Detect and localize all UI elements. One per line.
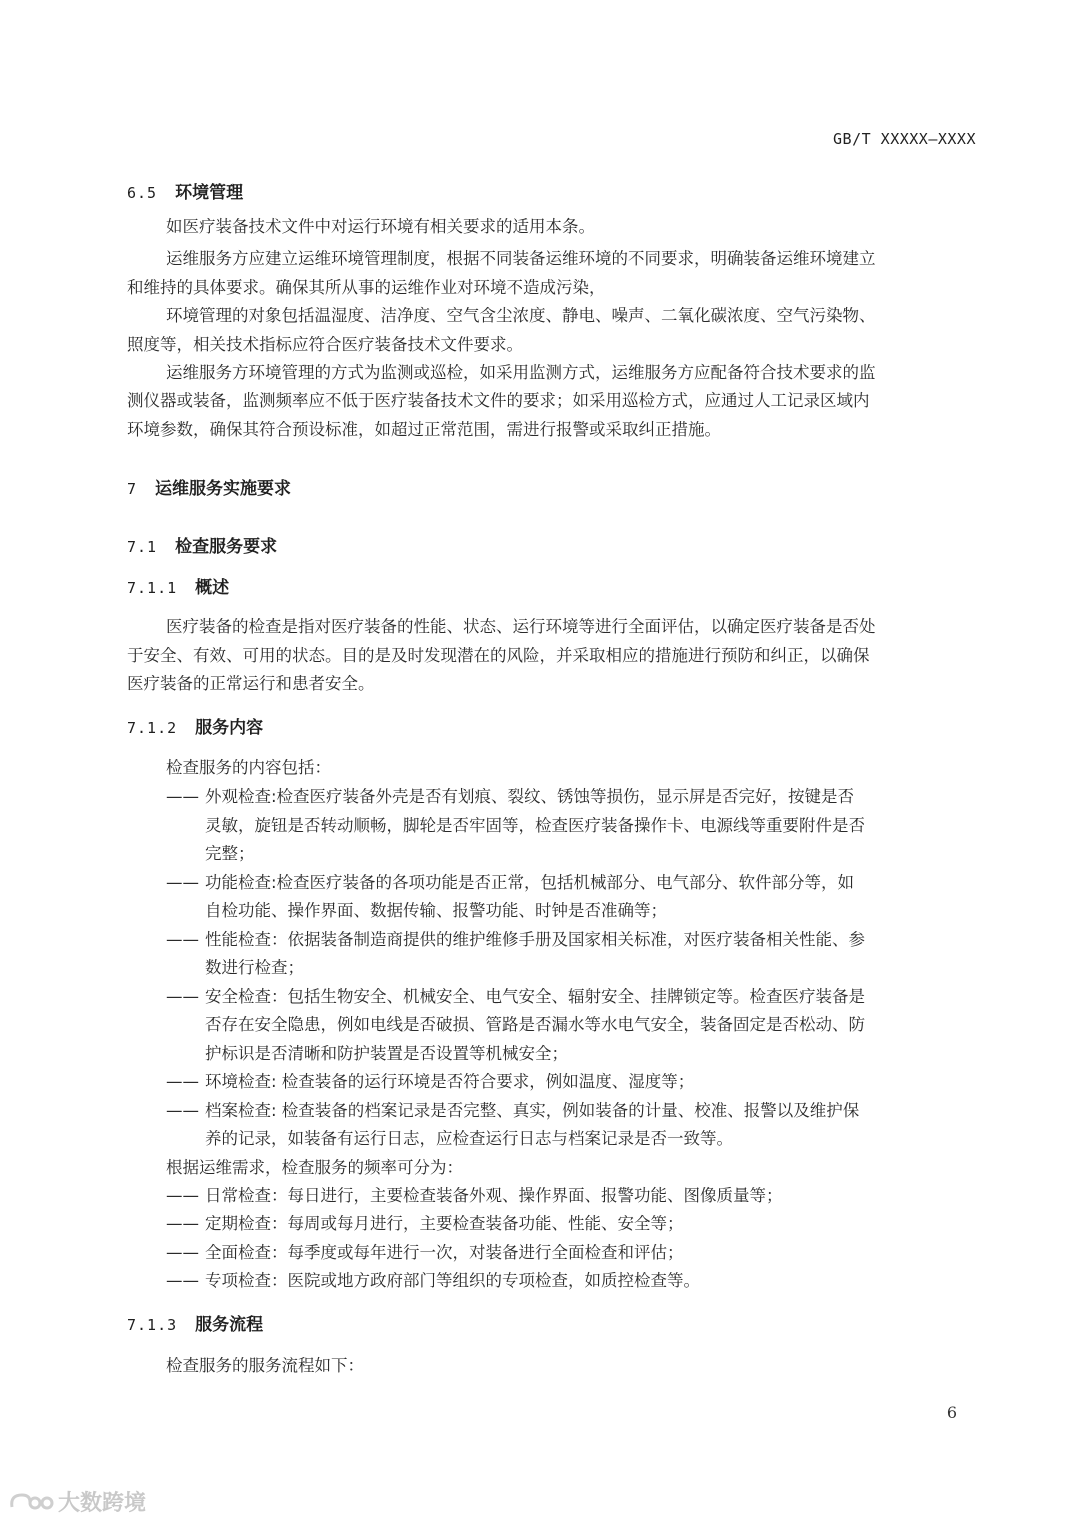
section-7-1-3-heading (127, 1310, 263, 1335)
section-number: 6.5 (127, 184, 158, 202)
list-item-line: 数进行检查； (205, 958, 304, 977)
paragraph-line: 和维持的具体要求。确保其所从事的运维作业对环境不造成污染， (127, 278, 606, 297)
section-7-1-1-heading (127, 573, 229, 598)
section-number: 7.1.1 (127, 579, 178, 597)
page-number: 6 (946, 1403, 957, 1422)
list-dash: —— (166, 1101, 199, 1120)
list-item-line: 功能检查:检查医疗装备的各项功能是否正常，包括机械部分、电气部分、软件部分等，如 (205, 873, 855, 892)
list-intro: 根据运维需求，检查服务的频率可分为： (166, 1158, 463, 1177)
list-item-line: 护标识是否清晰和防护装置是否设置等机械安全； (205, 1044, 568, 1063)
list-item-line: 专项检查：医院或地方政府部门等组织的专项检查，如质控检查等。 (205, 1271, 700, 1290)
section-title: 运维服务实施要求 (155, 479, 292, 499)
list-item-line: 外观检查:检查医疗装备外壳是否有划痕、裂纹、锈蚀等损伤，显示屏是否完好，按键是否 (205, 787, 855, 806)
list-item-line: 灵敏，旋钮是否转动顺畅，脚轮是否牢固等，检查医疗装备操作卡、电源线等重要附件是否 (205, 816, 865, 835)
list-dash: —— (166, 873, 199, 892)
paragraph-line: 照度等，相关技术指标应符合医疗装备技术文件要求。 (127, 335, 523, 354)
list-item-line: 完整； (205, 844, 255, 863)
list-dash: —— (166, 1186, 199, 1205)
list-item-line: 环境检查: 检查装备的运行环境是否符合要求，例如温度、湿度等； (205, 1072, 695, 1091)
paragraph-line: 测仪器或装备，监测频率应不低于医疗装备技术文件的要求；如采用巡检方式，应通过人工记录区域内 (127, 391, 870, 410)
list-dash: —— (166, 1214, 199, 1233)
list-dash: —— (166, 1243, 199, 1262)
paragraph-line: 医疗装备的正常运行和患者安全。 (127, 674, 375, 693)
list-item-line: 全面检查：每季度或每年进行一次，对装备进行全面检查和评估； (205, 1243, 684, 1262)
list-dash: —— (166, 787, 199, 806)
list-item-line: 档案检查: 检查装备的档案记录是否完整、真实，例如装备的计量、校准、报警以及维护保 (205, 1101, 860, 1120)
section-7-1-2-heading (127, 713, 263, 738)
section-title: 服务内容 (195, 718, 264, 738)
list-item-line: 定期检查：每周或每月进行，主要检查装备功能、性能、安全等； (205, 1214, 684, 1233)
list-dash: —— (166, 1072, 199, 1091)
watermark (8, 1486, 146, 1517)
paragraph-line: 于安全、有效、可用的状态。目的是及时发现潜在的风险，并采取相应的措施进行预防和纠正，以确保 (127, 646, 870, 665)
section-number: 7.1.2 (127, 719, 178, 737)
list-item-line: 养的记录，如装备有运行日志，应检查运行日志与档案记录是否一致等。 (205, 1129, 733, 1148)
list-item-line: 否存在安全隐患，例如电线是否破损、管路是否漏水等水电气安全，装备固定是否松动、防 (205, 1015, 865, 1034)
list-dash: —— (166, 1271, 199, 1290)
list-intro: 检查服务的内容包括： (166, 758, 331, 777)
watermark-text: 大数跨境 (58, 1491, 147, 1516)
list-item-line: 安全检查：包括生物安全、机械安全、电气安全、辐射安全、挂牌锁定等。检查医疗装备是 (205, 987, 865, 1006)
paragraph-line: 运维服务方环境管理的方式为监测或巡检，如采用监测方式，运维服务方应配备符合技术要求的监 (166, 363, 876, 382)
section-number: 7 (127, 480, 138, 498)
section-title: 检查服务要求 (175, 537, 278, 557)
paragraph-line: 医疗装备的检查是指对医疗装备的性能、状态、运行环境等进行全面评估，以确定医疗装备是否处 (166, 617, 876, 636)
section-title: 服务流程 (195, 1315, 264, 1335)
section-6-5-heading (127, 178, 243, 203)
section-number: 7.1 (127, 538, 158, 556)
list-item-line: 性能检查：依据装备制造商提供的维护维修手册及国家相关标准，对医疗装备相关性能、参 (205, 930, 865, 949)
section-title: 环境管理 (175, 183, 244, 203)
list-dash: —— (166, 987, 199, 1006)
section-7-1-heading (127, 532, 277, 557)
list-item-line: 日常检查：每日进行，主要检查装备外观、操作界面、报警功能、图像质量等； (205, 1186, 783, 1205)
section-number: 7.1.3 (127, 1316, 178, 1334)
paragraph-line: 运维服务方应建立运维环境管理制度，根据不同装备运维环境的不同要求，明确装备运维环境建立 (166, 249, 876, 268)
paragraph-line: 环境参数，确保其符合预设标准，如超过正常范围，需进行报警或采取纠正措施。 (127, 420, 721, 439)
watermark-logo-icon (8, 1489, 54, 1515)
paragraph-line: 环境管理的对象包括温湿度、洁净度、空气含尘浓度、静电、噪声、二氧化碳浓度、空气污染物、 (166, 306, 876, 325)
standard-code: GB/T XXXXX—XXXX (833, 130, 976, 148)
section-title: 概述 (195, 578, 230, 598)
section-7-heading (127, 474, 291, 499)
list-item-line: 自检功能、操作界面、数据传输、报警功能、时钟是否准确等； (205, 901, 667, 920)
paragraph-line: 检查服务的服务流程如下： (166, 1356, 364, 1375)
paragraph-line: 如医疗装备技术文件中对运行环境有相关要求的适用本条。 (166, 217, 595, 236)
list-dash: —— (166, 930, 199, 949)
